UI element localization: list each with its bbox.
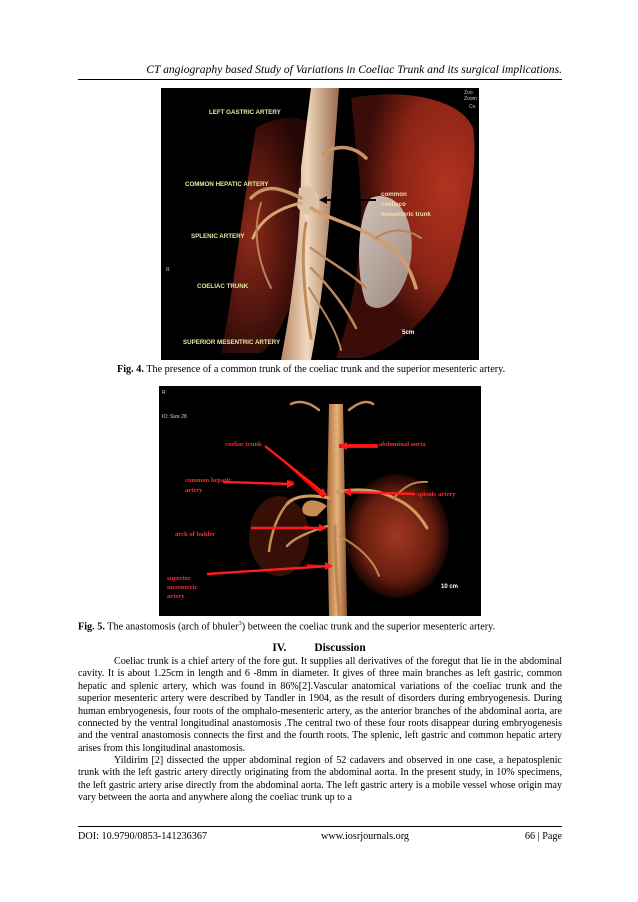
- paragraph-2: [78, 755, 562, 805]
- fig4-corner-text-2: Zoom: [464, 96, 477, 102]
- footer-rule: [78, 826, 562, 827]
- paragraph-1-text: Coeliac trunk is a chief artery of the fore gut. It supplies all derivatives of the foregut that lie in the abdominal cavity. It is about 1.25cm in length and 6 -8mm in diameter. It gives of three main branches as left gastric, common hepatic and splenic artery, which was found in 86%[2].Vascular anatomical variations of the coeliac trunk and the superior mesenteric artery were described by Tandler in 1904, as the result of disorders during embryogenesis. During human embryogenesis, four roots of the omphalo-mesenteric artery, as the anterior branches of the abdominal aorta, are connected by the ventral longitudinal anastomosis .The central two of these four roots disappear during embryogenesis and the ventral anastomosis connects the first and the fourth roots. The splenic, left gastric and common hepatic artery arises from this longitudinal anastomosis.: [78, 656, 562, 754]
- fig4-label-trunk-line3: mesenteric trunk: [381, 211, 431, 218]
- fig4-label-trunk-line1: common: [381, 191, 407, 198]
- fig5-label-abdominal-aorta: abdominal aorta: [379, 441, 426, 448]
- fig5-label-coeliac-trunk: coeliac trunk: [225, 441, 262, 448]
- fig5-label-superior-2: mesenteric: [167, 584, 198, 591]
- section-number: IV.: [272, 642, 287, 654]
- figure-4-render: [161, 88, 479, 360]
- figure-4-image: [161, 88, 479, 360]
- footer-doi: DOI: 10.9790/0853-141236367: [78, 831, 208, 842]
- fig5-slice-text: IO: Size 28: [162, 414, 187, 420]
- section-heading: [0, 641, 638, 655]
- header-rule: [78, 79, 562, 80]
- fig5-label-arch: arch of buhler: [175, 531, 216, 538]
- fig5-label-splenic: splenic artery: [417, 491, 456, 498]
- paragraph-1: [78, 656, 562, 755]
- fig5-label-common-hepatic-2: artery: [185, 487, 203, 494]
- figure-5-render: [159, 386, 481, 616]
- fig5-label-superior-3: artery: [167, 593, 185, 600]
- figure-5-image: [159, 386, 481, 616]
- fig5-scale-label: 10 cm: [441, 584, 459, 590]
- fig4-side-marker: R: [166, 267, 170, 273]
- footer-website: www.iosrjournals.org: [321, 831, 410, 842]
- fig4-label-coeliac-trunk: COELIAC TRUNK: [197, 283, 249, 290]
- figure-5-caption-label: Fig. 5.: [78, 621, 105, 633]
- figure-4-caption: [117, 363, 505, 376]
- fig4-label-trunk-line2: coeliaco: [381, 201, 406, 208]
- section-title: Discussion: [314, 642, 366, 654]
- fig4-label-splenic: SPLENIC ARTERY: [191, 233, 245, 240]
- paragraph-2-text: Yildirim [2] dissected the upper abdominal region of 52 cadavers and observed in one case, a hepatosplenic trunk with the left gastric artery directly originating from the abdominal aorta. In the present study, in 10% specimens, the left gastric artery arise directly from the abdominal aorta. The left gastric artery is a mobile vessel whose origin may vary between the aorta and anywhere along the coeliac trunk up to a: [78, 755, 562, 804]
- fig5-corner-text: R: [162, 390, 166, 396]
- figure-5-caption: [78, 617, 495, 633]
- running-title: CT angiography based Study of Variations in Coeliac Trunk and its surgical implications.: [146, 63, 562, 76]
- figure-5-caption-text-before: The anastomosis (arch of bhuler: [104, 621, 239, 633]
- fig5-label-superior-1: superior: [167, 575, 191, 582]
- fig4-corner-text-3: Co: [469, 104, 476, 110]
- figure-5-caption-superscript: 3: [238, 620, 242, 627]
- figure-4-caption-text: The presence of a common trunk of the coeliac trunk and the superior mesenteric artery.: [143, 364, 506, 375]
- fig4-label-superior-mesenteric: SUPERIOR MESENTRIC ARTERY: [183, 339, 281, 346]
- fig4-label-left-gastric: LEFT GASTRIC ARTERY: [209, 109, 281, 116]
- footer-page-number: 66 | Page: [524, 831, 562, 842]
- figure-5-caption-text-after: ) between the coeliac trunk and the superior mesenteric artery.: [241, 621, 496, 633]
- fig5-label-common-hepatic-1: common hepatic: [185, 477, 232, 484]
- fig4-scale-label: 5cm: [402, 329, 415, 336]
- figure-4-caption-label: Fig. 4.: [117, 364, 144, 375]
- fig4-corner-text-1: Zoo: [464, 90, 473, 96]
- fig4-label-common-hepatic: COMMON HEPATIC ARTERY: [185, 181, 269, 188]
